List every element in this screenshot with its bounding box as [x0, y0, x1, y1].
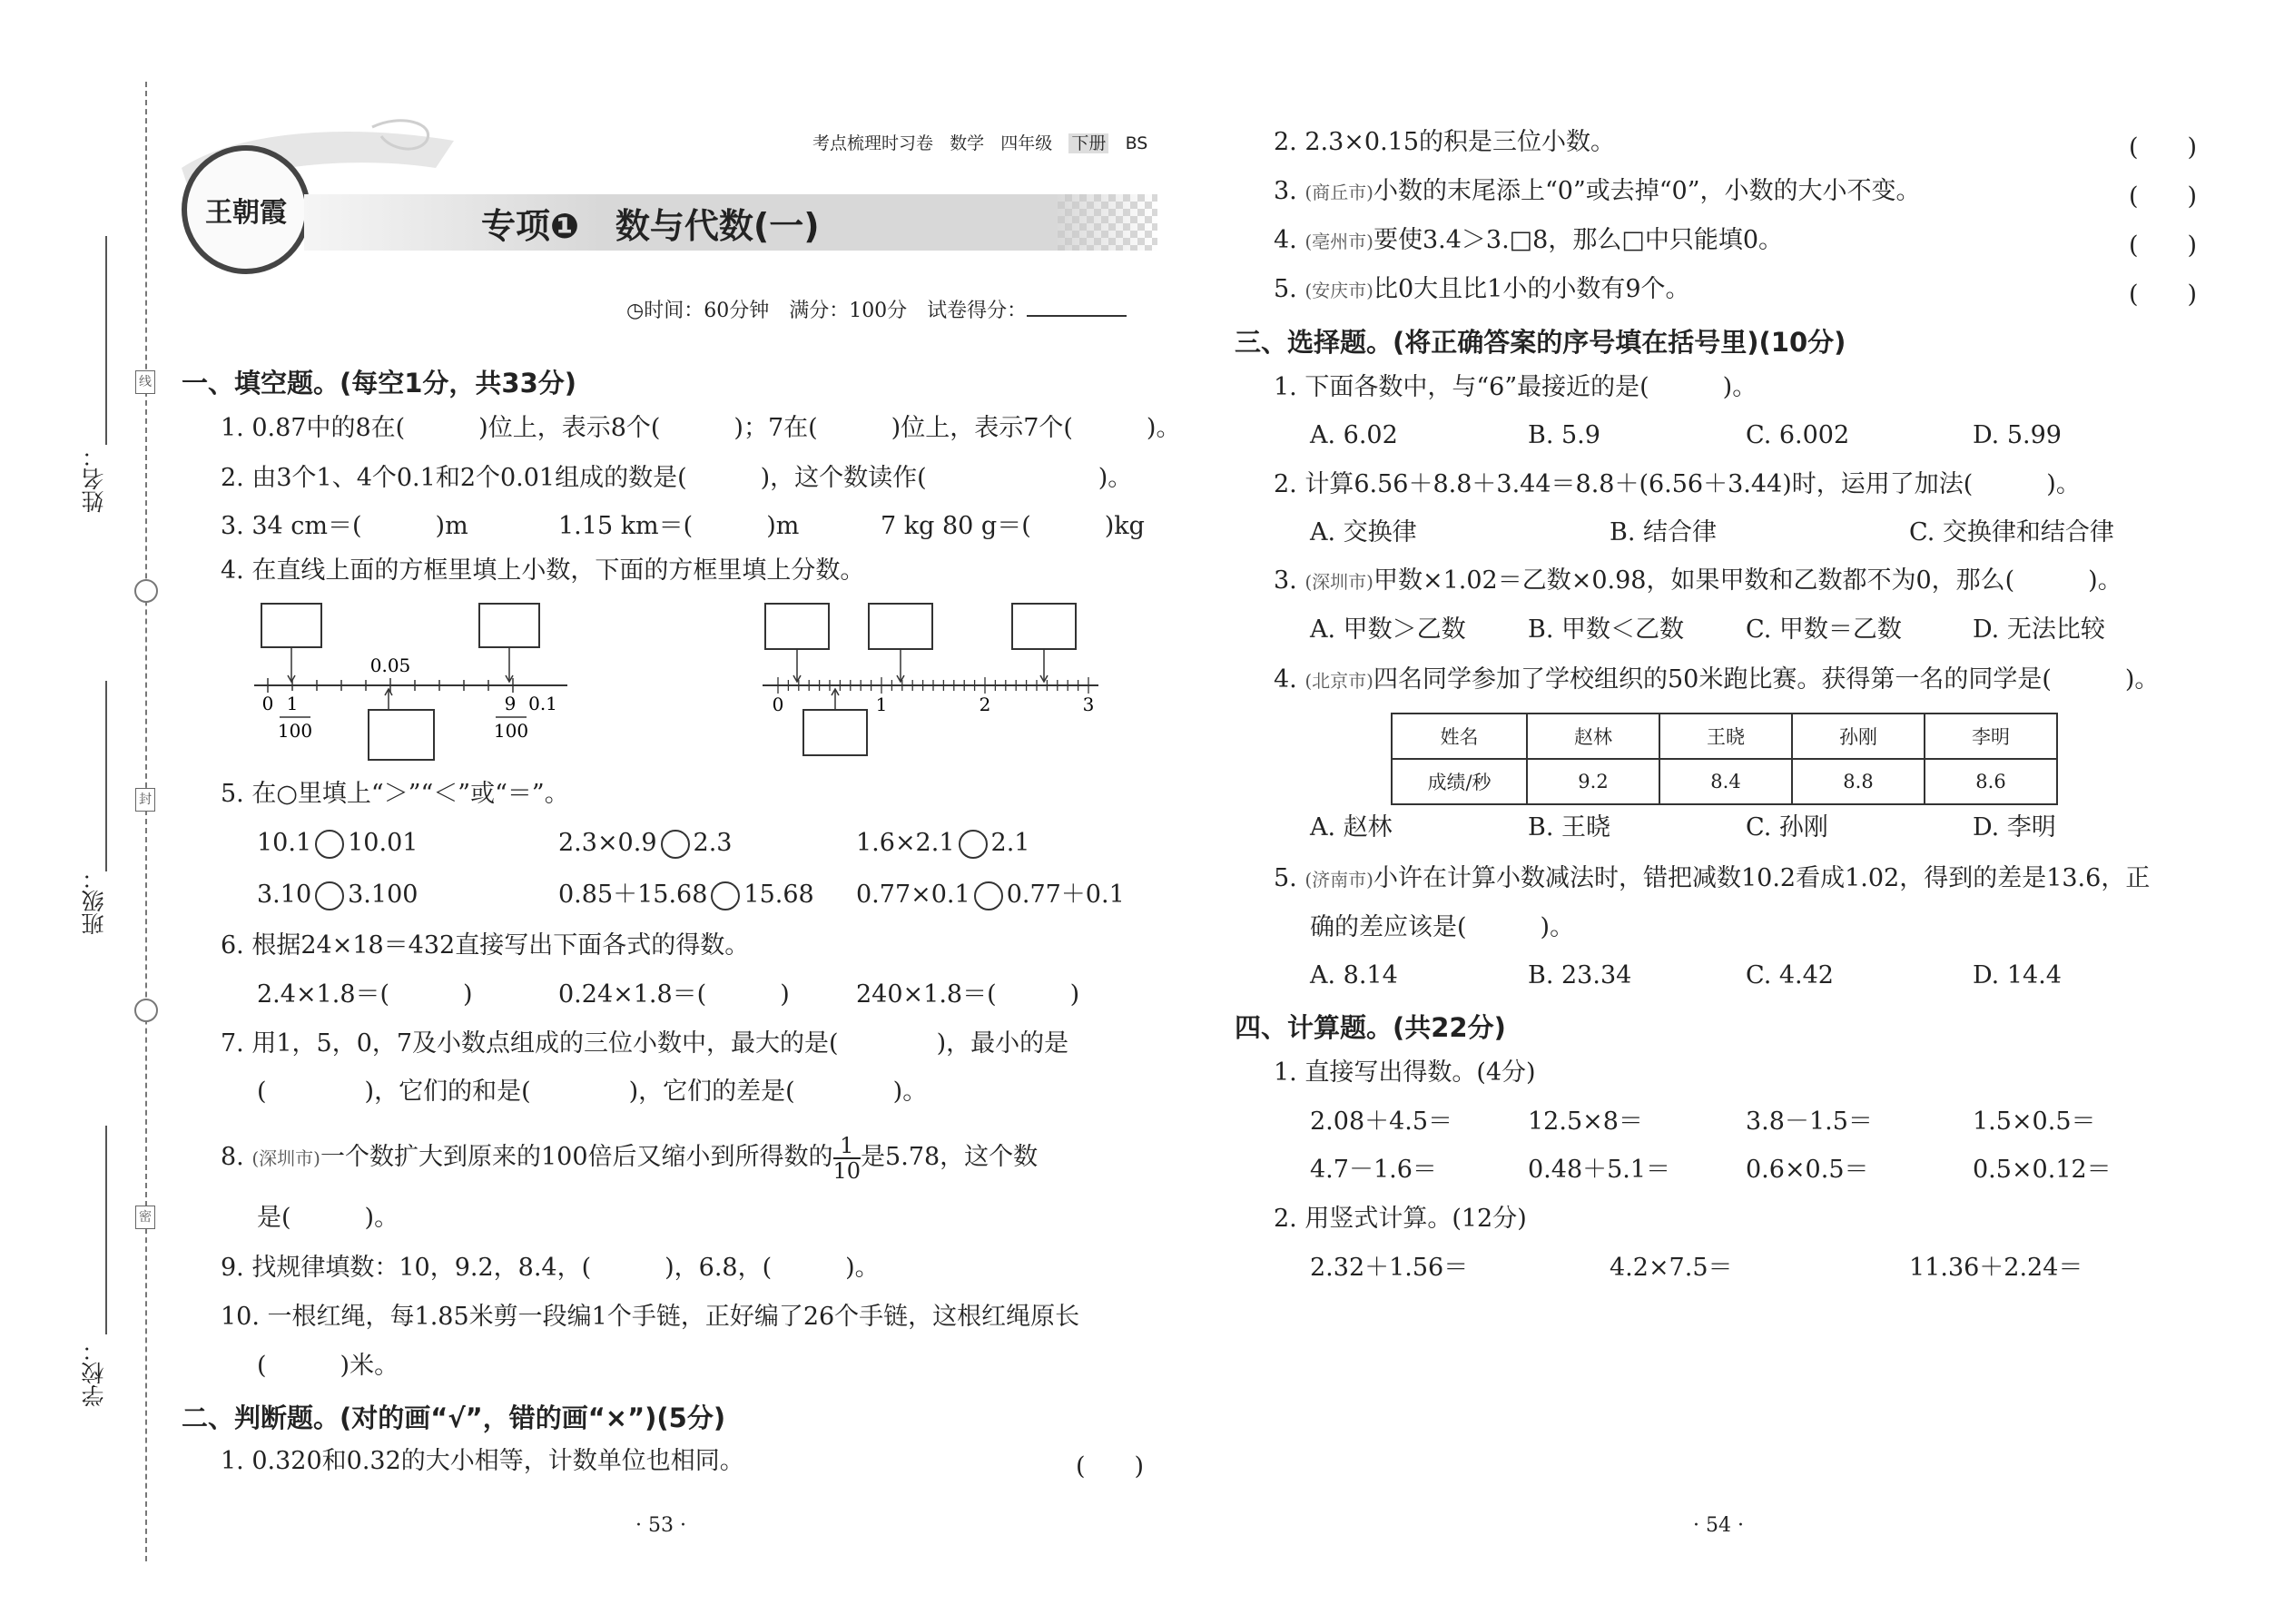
- calc-item: 2.32＋1.56＝: [1310, 1254, 1469, 1282]
- option[interactable]: B. 5.9: [1528, 421, 1600, 449]
- compare-item: [257, 880, 418, 910]
- judge-3-number: 3.: [1274, 177, 1297, 205]
- choice-4-text: 四名同学参加了学校组织的50米跑比赛。获得第一名的同学是( )。: [1373, 665, 2160, 694]
- tick-label: 3: [1082, 694, 1095, 715]
- compare-item: [257, 828, 418, 859]
- subject: 数学: [950, 133, 985, 153]
- option[interactable]: D. 14.4: [1973, 961, 2062, 989]
- calc-1: 1. 直接写出得数。(4分): [1274, 1058, 1536, 1087]
- tick-label: 0: [261, 693, 274, 714]
- q8-city: (深圳市): [251, 1147, 320, 1169]
- calc-item: 12.5×8＝: [1528, 1107, 1643, 1136]
- class-line[interactable]: [105, 681, 107, 871]
- name-label: 姓名：: [81, 445, 107, 513]
- table-row: [1392, 759, 2057, 804]
- judge-3: [1274, 176, 1921, 208]
- compare-left: 3.10: [257, 881, 312, 909]
- table-cell: 8.8: [1792, 759, 1925, 804]
- volume: 下册: [1068, 133, 1108, 153]
- calc-item: 2.08＋4.5＝: [1310, 1107, 1453, 1136]
- name-line[interactable]: [105, 236, 107, 445]
- table-cell: 孙刚: [1792, 714, 1925, 759]
- q9: 9. 找规律填数：10，9.2，8.4，( )，6.8，( )。: [221, 1254, 880, 1282]
- q8: [221, 1130, 1038, 1186]
- answer-box[interactable]: [765, 604, 829, 649]
- option[interactable]: D. 5.99: [1973, 421, 2062, 449]
- option[interactable]: B. 甲数＜乙数: [1528, 615, 1685, 644]
- page-number-54: · 54 ·: [1693, 1514, 1744, 1537]
- school-line[interactable]: [105, 1126, 107, 1334]
- q3a: 3. 34 cm＝( )m: [221, 512, 468, 540]
- compare-left: 0.77×0.1: [856, 881, 970, 909]
- compare-right: 10.01: [348, 829, 418, 857]
- fraction-numerator: 1: [840, 1132, 854, 1158]
- title-prefix: 专项: [481, 206, 551, 246]
- table-cell: 8.4: [1659, 759, 1792, 804]
- section-2-title: 二、判断题。(对的画“√”，错的画“×”)(5分): [182, 1403, 726, 1433]
- table-cell: 姓名: [1392, 714, 1527, 759]
- q3c: 7 kg 80 g＝( )kg: [881, 512, 1145, 540]
- binding-tag: 线: [135, 370, 155, 394]
- page-number-53: · 53 ·: [635, 1514, 686, 1537]
- choice-4-number: 4.: [1274, 665, 1297, 694]
- table-cell: 王晓: [1659, 714, 1792, 759]
- table-cell: 成绩/秒: [1392, 759, 1527, 804]
- choice-3-city: (深圳市): [1305, 571, 1373, 593]
- section-3-title: 三、选择题。(将正确答案的序号填在括号里)(10分): [1235, 327, 1846, 358]
- grade: 四年级: [1000, 133, 1053, 153]
- option[interactable]: D. 李明: [1973, 813, 2056, 842]
- option[interactable]: A. 交换律: [1310, 518, 1417, 546]
- judge-3-text: 小数的末尾添上“0”或去掉“0”，小数的大小不变。: [1373, 177, 1921, 205]
- option[interactable]: A. 6.02: [1310, 421, 1398, 449]
- exam-meta: [626, 295, 1127, 323]
- judge-4-text: 要使3.4＞3.□8，那么□中只能填0。: [1373, 226, 1784, 254]
- page-title: [481, 198, 820, 248]
- answer-paren[interactable]: ( ): [2129, 281, 2198, 309]
- compare-right: 3.100: [348, 881, 418, 909]
- answer-box[interactable]: [803, 710, 867, 755]
- binding-knot: [134, 579, 158, 603]
- number-line-1: [254, 599, 581, 772]
- compare-item: [856, 880, 1125, 910]
- fraction-numerator: 9: [504, 693, 517, 714]
- option[interactable]: D. 无法比较: [1973, 615, 2105, 644]
- q6c: 240×1.8＝( ): [856, 980, 1080, 1009]
- q10b: ( )米。: [257, 1352, 399, 1380]
- compare-circle[interactable]: [959, 830, 988, 859]
- brand-logo-text: 王朝霞: [205, 197, 287, 229]
- answer-box[interactable]: [869, 604, 932, 649]
- tick-label: 2: [979, 694, 991, 715]
- judge-5: [1274, 274, 1690, 306]
- binding-tag: 封: [135, 788, 155, 812]
- q3b: 1.15 km＝( )m: [558, 512, 800, 540]
- number-line-2: [758, 599, 1108, 763]
- option[interactable]: B. 王晓: [1528, 813, 1611, 842]
- compare-left: 10.1: [257, 829, 312, 857]
- series-name: 考点梳理时习卷: [812, 133, 934, 153]
- q7a: 7. 用1，5，0，7及小数点组成的三位小数中，最大的是( )，最小的是: [221, 1029, 1069, 1058]
- calc-item: 0.5×0.12＝: [1973, 1156, 2112, 1184]
- compare-left: 1.6×2.1: [856, 829, 955, 857]
- calc-item: 0.6×0.5＝: [1746, 1156, 1869, 1184]
- compare-left: 2.3×0.9: [558, 829, 657, 857]
- q8-fraction: [833, 1134, 861, 1183]
- q1: 1. 0.87中的8在( )位上，表示8个( )；7在( )位上，表示7个( )。: [221, 414, 1181, 442]
- judge-1: 1. 0.320和0.32的大小相等，计数单位也相同。: [221, 1447, 744, 1475]
- choice-5-number: 5.: [1274, 864, 1297, 892]
- fraction-numerator: 1: [286, 693, 299, 714]
- fraction-denominator: 10: [832, 1157, 861, 1184]
- answer-paren[interactable]: ( ): [2129, 231, 2198, 260]
- answer-box[interactable]: [261, 604, 321, 647]
- title-number: ❶: [550, 206, 580, 246]
- school-label: 学校：: [81, 1339, 107, 1407]
- q8-text-end: 是5.78，这个数: [861, 1143, 1039, 1171]
- q6a: 2.4×1.8＝( ): [257, 980, 473, 1009]
- option[interactable]: C. 孙刚: [1746, 813, 1828, 842]
- calc-item: 4.7－1.6＝: [1310, 1156, 1437, 1184]
- option[interactable]: A. 8.14: [1310, 961, 1398, 989]
- option[interactable]: C. 甲数＝乙数: [1746, 615, 1902, 644]
- compare-circle[interactable]: [661, 830, 690, 859]
- q7b: ( )，它们的和是( )，它们的差是( )。: [257, 1078, 928, 1106]
- option[interactable]: C. 交换律和结合律: [1909, 518, 2114, 546]
- choice-3-text: 甲数×1.02＝乙数×0.98，如果甲数和乙数都不为0，那么( )。: [1373, 566, 2122, 595]
- compare-circle[interactable]: [974, 881, 1003, 910]
- q8-number: 8.: [221, 1143, 244, 1171]
- compare-right: 2.1: [990, 829, 1030, 857]
- edition: BS: [1125, 133, 1148, 153]
- calc-item: 3.8－1.5＝: [1746, 1107, 1873, 1136]
- answer-box[interactable]: [479, 604, 539, 647]
- exam-meta-text: ◷时间：60分钟 满分：100分 试卷得分：: [626, 300, 1028, 322]
- option[interactable]: B. 23.34: [1528, 961, 1632, 989]
- title-text: 数与代数(一): [615, 206, 820, 246]
- answer-box[interactable]: [1012, 604, 1076, 649]
- checker-decoration: [1058, 194, 1157, 251]
- choice-2: 2. 计算6.56＋8.8＋3.44＝8.8＋(6.56＋3.44)时，运用了加法( )。: [1274, 470, 2081, 498]
- answer-box[interactable]: [369, 710, 434, 760]
- q8-text: 一个数扩大到原来的100倍后又缩小到所得数的: [320, 1143, 833, 1171]
- compare-right: 15.68: [743, 881, 814, 909]
- compare-circle[interactable]: [711, 881, 740, 910]
- table-cell: 8.6: [1925, 759, 2057, 804]
- choice-3-number: 3.: [1274, 566, 1297, 595]
- choice-5: [1274, 863, 2150, 895]
- binding-cut-line: [145, 82, 147, 1561]
- choice-5-text: 小许在计算小数减法时，错把减数10.2看成1.02，得到的差是13.6，正: [1373, 864, 2151, 892]
- q6: 6. 根据24×18＝432直接写出下面各式的得数。: [221, 931, 750, 960]
- answer-paren[interactable]: ( ): [2129, 133, 2198, 162]
- compare-circle[interactable]: [315, 881, 344, 910]
- section-4-title: 四、计算题。(共22分): [1235, 1012, 1506, 1043]
- table-row: [1392, 714, 2057, 759]
- series-info: [812, 130, 1147, 154]
- compare-item: [558, 828, 732, 859]
- option[interactable]: C. 6.002: [1746, 421, 1850, 449]
- choice-3: [1274, 566, 2122, 597]
- answer-paren[interactable]: ( ): [1076, 1452, 1145, 1481]
- binding-knot: [134, 999, 158, 1022]
- tick-label: 1: [875, 694, 888, 715]
- q8b: 是( )。: [257, 1204, 399, 1232]
- calc-item: 4.2×7.5＝: [1610, 1254, 1733, 1282]
- binding-tag: 密: [135, 1206, 155, 1229]
- compare-circle[interactable]: [315, 830, 344, 859]
- option[interactable]: A. 甲数＞乙数: [1310, 615, 1466, 644]
- calc-item: 0.48＋5.1＝: [1528, 1156, 1671, 1184]
- choice-4: [1274, 664, 2159, 696]
- choice-4-city: (北京市): [1305, 670, 1373, 692]
- choice-1: 1. 下面各数中，与“6”最接近的是( )。: [1274, 373, 1757, 401]
- section-1-title: 一、填空题。(每空1分，共33分): [182, 368, 577, 399]
- brand-logo: [182, 145, 310, 274]
- judge-4-city: (亳州市): [1305, 231, 1373, 252]
- class-label: 班级：: [81, 867, 107, 935]
- choice-5-city: (济南市): [1305, 869, 1373, 891]
- compare-item: [856, 828, 1029, 859]
- judge-4-number: 4.: [1274, 226, 1297, 254]
- table-cell: 9.2: [1527, 759, 1659, 804]
- judge-5-number: 5.: [1274, 275, 1297, 303]
- option[interactable]: C. 4.42: [1746, 961, 1834, 989]
- tick-label: 0.05: [369, 655, 411, 676]
- compare-item: [558, 880, 814, 910]
- answer-paren[interactable]: ( ): [2129, 182, 2198, 211]
- calc-2: 2. 用竖式计算。(12分): [1274, 1205, 1527, 1233]
- tick-label: 0.1: [528, 693, 557, 714]
- compare-right: 2.3: [693, 829, 733, 857]
- tick-label: 0: [772, 694, 784, 715]
- q6b: 0.24×1.8＝( ): [558, 980, 790, 1009]
- q2: 2. 由3个1、4个0.1和2个0.01组成的数是( )，这个数读作( )。: [221, 464, 1133, 492]
- option[interactable]: B. 结合律: [1610, 518, 1718, 546]
- fraction-denominator: 100: [493, 720, 529, 742]
- q5: 5. 在○里填上“＞”“＜”或“＝”。: [221, 780, 569, 808]
- judge-4: [1274, 225, 1783, 257]
- compare-left: 0.85＋15.68: [558, 881, 708, 909]
- race-results-table: [1391, 713, 2058, 805]
- calc-item: 11.36＋2.24＝: [1909, 1254, 2083, 1282]
- judge-2: 2. 2.3×0.15的积是三位小数。: [1274, 128, 1616, 156]
- option[interactable]: A. 赵林: [1310, 813, 1393, 842]
- judge-5-text: 比0大且比1小的小数有9个。: [1373, 275, 1690, 303]
- judge-5-city: (安庆市): [1305, 280, 1373, 301]
- table-cell: 李明: [1925, 714, 2057, 759]
- judge-3-city: (商丘市): [1305, 182, 1373, 203]
- fraction-denominator: 100: [277, 720, 313, 742]
- choice-5-cont: 确的差应该是( )。: [1310, 913, 1575, 941]
- compare-right: 0.77＋0.1: [1006, 881, 1125, 909]
- q10a: 10. 一根红绳，每1.85米剪一段编1个手链，正好编了26个手链，这根红绳原长: [221, 1303, 1080, 1331]
- score-blank[interactable]: [1027, 315, 1127, 317]
- table-cell: 赵林: [1527, 714, 1659, 759]
- q4: 4. 在直线上面的方框里填上小数，下面的方框里填上分数。: [221, 556, 865, 585]
- calc-item: 1.5×0.5＝: [1973, 1107, 2096, 1136]
